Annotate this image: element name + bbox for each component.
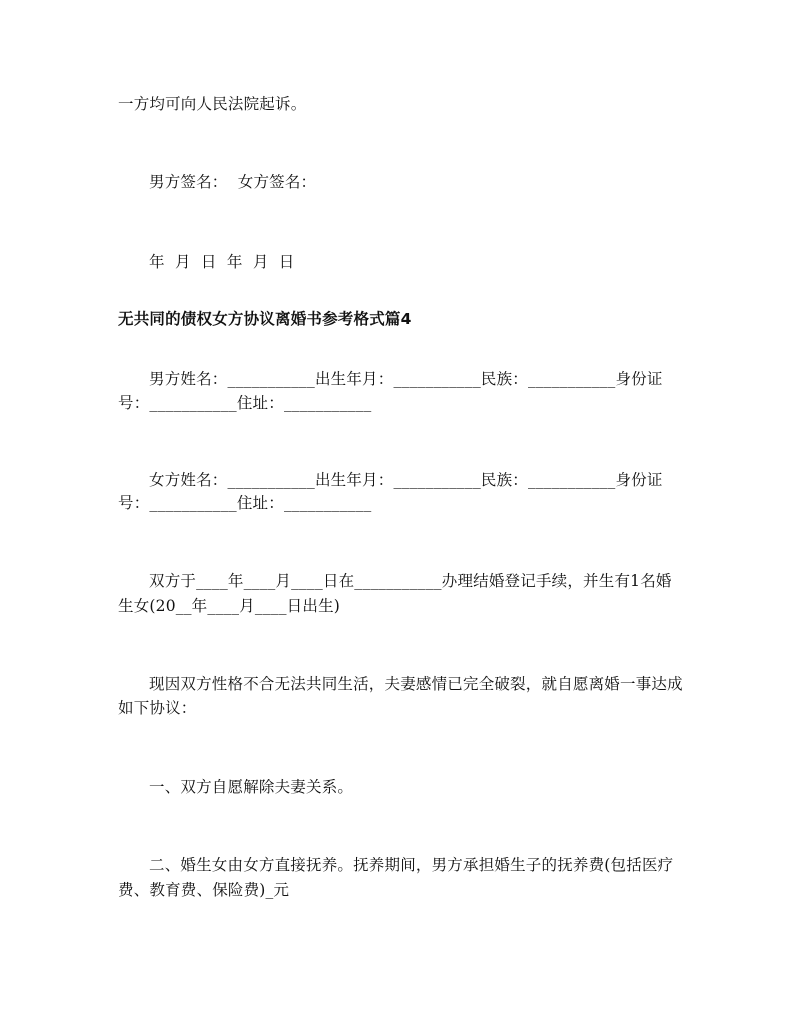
clause-2-line-1: 二、婚生女由女方直接抚养。抚养期间，男方承担婚生子的抚养费(包括医疗 <box>149 856 674 874</box>
man-info-line-1: 男方姓名：___________出生年月：___________民族：___________身份证 <box>149 370 663 388</box>
woman-info-line-1: 女方姓名：___________出生年月：___________民族：___________身份证 <box>149 471 663 489</box>
reason-line-2: 如下协议： <box>118 699 197 717</box>
man-info-line-2: 号：___________住址：___________ <box>118 394 372 412</box>
text-line-court: 一方均可向人民法院起诉。 <box>118 95 307 113</box>
date-line: 年 月 日 年 月 日 <box>149 253 295 271</box>
reason-line-1: 现因双方性格不合无法共同生活，夫妻感情已完全破裂，就自愿离婚一事达成 <box>149 675 683 693</box>
marriage-line-2: 生女(20__年____月____日出生) <box>118 597 341 615</box>
signature-line: 男方签名： 女方签名： <box>149 173 317 191</box>
clause-1: 一、双方自愿解除夫妻关系。 <box>149 778 354 796</box>
woman-info-line-2: 号：___________住址：___________ <box>118 494 372 512</box>
clause-2-line-2: 费、教育费、保险费)_元 <box>118 881 290 899</box>
marriage-line-1: 双方于____年____月____日在___________办理结婚登记手续，并生有1名婚 <box>149 572 672 590</box>
section-heading: 无共同的债权女方协议离婚书参考格式篇4 <box>118 310 412 328</box>
